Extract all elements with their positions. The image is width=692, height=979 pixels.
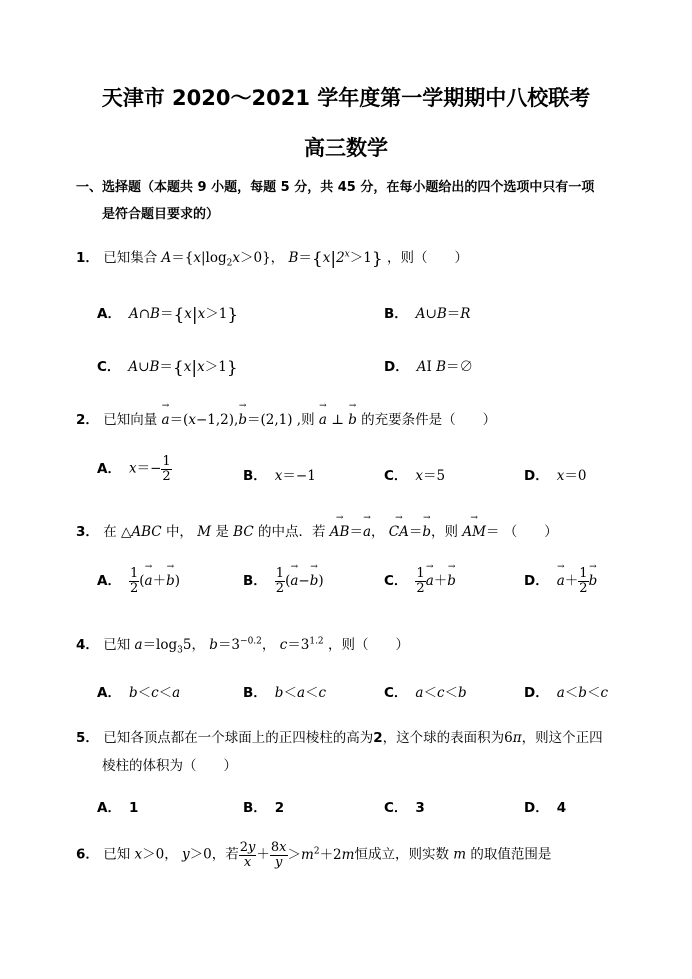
option-5a[interactable]: A． 1 <box>97 800 139 816</box>
question-text: ，则（ ） <box>386 250 468 266</box>
question-number: 3． <box>76 524 99 540</box>
question-number: 5． <box>76 730 99 746</box>
option-1c[interactable]: C． A∪B＝{x|x＞1} <box>97 358 238 378</box>
option-4b[interactable]: B． b＜a＜c <box>243 685 327 701</box>
option-1b[interactable]: B． A∪B＝R <box>384 306 471 322</box>
option-3a[interactable]: A． $\frac{1}{2}$ (→ a＋→ b) <box>97 567 180 595</box>
question-5 <box>76 726 603 746</box>
math-expr: 6π <box>504 730 522 746</box>
question-text: （ ） <box>503 524 558 540</box>
question-text: 是 <box>215 524 229 540</box>
question-text: 已知向量 <box>103 412 158 428</box>
math-expr: $b=3^{-0.2}$ <box>209 636 262 653</box>
option-4d[interactable]: D． a＜b＜c <box>524 685 608 701</box>
question-text: 在 <box>103 524 117 540</box>
question-5-cont: 棱柱的体积为（ ） <box>102 758 237 774</box>
question-text: 已知集合 <box>103 250 158 266</box>
math-expr: $B=\{x|2^x>1\}$ <box>288 249 383 269</box>
option-5b[interactable]: B． 2 <box>243 800 285 816</box>
math-expr: $\frac{2y}{x}$ <box>239 840 256 870</box>
question-3: 3． 在 △ABC 中， M 是 BC 的中点．若 → AB＝→ a， → CA＝→ b，则 → AM＝ （ ） <box>76 520 558 540</box>
option-4a[interactable]: A． b＜c＜a <box>97 685 181 701</box>
math-expr: → a ⊥ → b <box>319 412 357 428</box>
math-expr: 2 <box>373 730 383 746</box>
question-text: 已知各顶点都在一个球面上的正四棱柱的高为 <box>103 730 374 746</box>
math-expr: → CA＝→ b <box>389 524 431 540</box>
math-expr: $>m^2+2m$ <box>287 846 355 863</box>
question-text: 已知 <box>103 846 131 863</box>
math-expr: $c=3^{1.2}$ <box>279 636 324 653</box>
math-expr: → AM＝ <box>462 524 499 540</box>
question-text: ，则（ ） <box>327 637 409 653</box>
option-3b[interactable]: B． $\frac{1}{2}$ (→ a−→ b) <box>243 567 324 595</box>
math-expr: BC <box>233 524 254 540</box>
option-5c[interactable]: C． 3 <box>384 800 425 816</box>
math-expr: y＞0 <box>182 846 212 863</box>
math-expr: → a＝(x−1,2),→ b＝(2,1) <box>162 412 293 428</box>
question-number: 6． <box>76 846 99 863</box>
question-text: 的充要条件是（ ） <box>361 412 497 428</box>
option-1d[interactable]: D． AI B＝∅ <box>384 359 474 375</box>
option-2d[interactable]: D． x＝0 <box>524 468 587 484</box>
question-text: 已知 <box>103 637 131 653</box>
option-2b[interactable]: B． x＝−1 <box>243 468 316 484</box>
option-4c[interactable]: C． a＜c＜b <box>384 685 467 701</box>
question-number: 1． <box>76 250 99 266</box>
question-number: 4． <box>76 637 99 653</box>
option-1a[interactable]: A． A∩B＝{x|x＞1} <box>97 305 239 325</box>
option-2c[interactable]: C． x＝5 <box>384 468 446 484</box>
math-expr: m <box>453 846 467 863</box>
page-title: 天津市 2020～2021 学年度第一学期期中八校联考 <box>101 86 591 110</box>
math-expr: $a=\log_35$ <box>134 637 192 656</box>
question-6: 6． 已知 x＞0， y＞0，若 $\frac{2y}{x}$ ＋ $\frac{8x}{y}$ $>m^2+2m$恒成立，则实数 m 的取值范围是 <box>76 840 552 870</box>
option-2a[interactable]: A． x＝− $\frac{1}{2}$ <box>97 454 171 484</box>
question-text: ,则 <box>296 412 315 428</box>
option-5d[interactable]: D． 4 <box>524 800 567 816</box>
math-expr: △ABC <box>121 524 162 540</box>
math-expr: → AB＝→ a <box>330 524 371 540</box>
math-expr: x＞0 <box>134 846 165 863</box>
question-text: 中， <box>165 524 193 540</box>
option-3d[interactable]: D．→ a＋ $\frac{1}{2}$ → b <box>524 567 597 595</box>
question-text: 恒成立，则实数 <box>354 846 449 863</box>
question-text: 的中点．若 <box>257 524 326 540</box>
question-2 <box>76 408 496 428</box>
question-text: 的取值范围是 <box>470 846 552 863</box>
question-number: 2． <box>76 412 99 428</box>
section-heading: 一、选择题（本题共 9 小题，每题 5 分，共 45 分，在每小题给出的四个选项中只有一项 <box>76 180 595 195</box>
section-heading-cont: 是符合题目要求的） <box>102 207 220 222</box>
question-text: ，若 <box>211 846 239 863</box>
page-subject: 高三数学 <box>304 136 388 160</box>
math-expr: $\frac{8x}{y}$ <box>270 840 287 870</box>
question-text: ，这个球的表面积为 <box>382 730 505 746</box>
math-expr: M <box>197 524 212 540</box>
option-3c[interactable]: C． $\frac{1}{2}$ → a＋→ b <box>384 567 456 595</box>
math-expr: $A=\{x|\log_2x>0\}$ <box>161 250 271 269</box>
question-1: 1． 已知集合 $A=\{x|\log_2x>0\}$， $B=\{x|2^x>1\}$ ，则（ ） <box>76 249 468 269</box>
question-4: 4． 已知 $a=\log_35$， $b=3^{-0.2}$， $c=3^{1.2}$ ，则（ ） <box>76 636 409 656</box>
question-text: ，则这个正四 <box>521 730 603 746</box>
